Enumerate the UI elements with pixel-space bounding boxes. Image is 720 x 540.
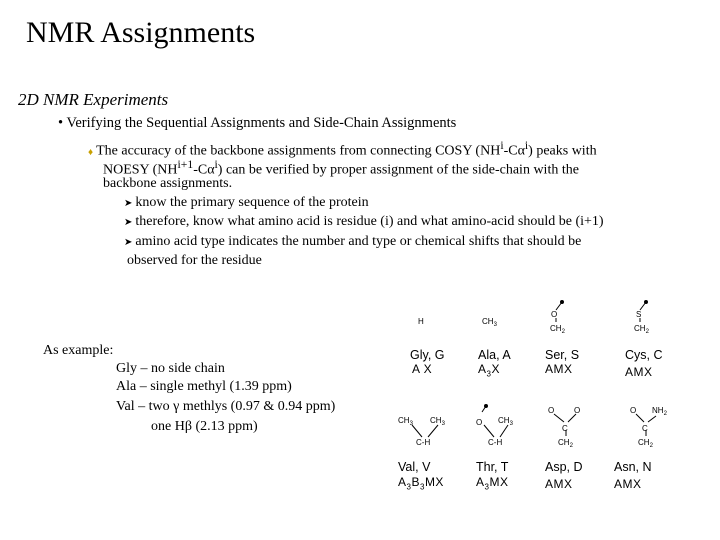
example-ala: Ala – single methyl (1.39 ppm) [116,379,292,394]
asp-carbon: C [562,424,568,433]
ser-oxygen: O [551,310,558,319]
arrow-item-1: ➤ know the primary sequence of the protein [124,195,369,210]
aa-name-asn: Asn, N [614,460,652,474]
thr-ch: C-H [488,438,503,447]
arrow-item-3: ➤ amino acid type indicates the number and type or chemical shifts that should be [124,234,582,249]
asn-carbon: C [642,424,648,433]
arrow-item-2: ➤ therefore, know what amino acid is residue (i) and what amino-acid should be (i+1) [124,214,604,229]
sub-bullet-line3: backbone assignments. [103,176,233,191]
ala-side-chain: $CH_3$ [482,317,497,328]
asp-oxygen-2: O [574,406,581,415]
example-gly: Gly – no side chain [116,361,225,376]
val-ch: C-H [416,438,431,447]
aa-spin-cys: AMX [625,365,653,379]
aa-spin-thr: $A_3MX$ [476,475,509,492]
example-hb: one Hβ (2.13 ppm) [151,419,258,434]
ser-ch2: $CH_2$ [550,324,565,335]
arrow-bullet-icon: ➤ [124,237,133,248]
aa-spin-asp: AMX [545,477,573,491]
asn-nh2: $NH_2$ [652,406,667,417]
arrow-bullet-icon: ➤ [124,198,133,209]
sub-bullet-line2: NOESY $(NH^{i+1}-C\alpha^i)$ can be verified by proper assignment of the side-chain with the [103,158,579,178]
aa-name-ser: Ser, S [545,348,580,362]
diamond-bullet-icon: ♦ [88,146,94,158]
arrow-bullet-icon: ➤ [124,217,133,228]
aa-name-thr: Thr, T [476,460,509,474]
example-val: Val – two γ methlys (0.97 & 0.94 ppm) [116,399,336,414]
val-ch3-left: $CH_3$ [398,416,413,427]
asp-oxygen-1: O [548,406,555,415]
cys-ch2: $CH_2$ [634,324,649,335]
aa-name-asp: Asp, D [545,460,583,474]
page-title: NMR Assignments [26,16,256,49]
asn-ch2: $CH_2$ [638,438,653,449]
example-heading: As example: [43,343,114,358]
bullet-verifying [58,115,456,132]
arrow-item-3-cont: observed for the residue [127,253,262,268]
aa-name-gly: Gly, G [410,348,445,362]
aa-name-ala: Ala, A [478,348,511,362]
val-ch3-right: $CH_3$ [430,416,445,427]
subtitle: 2D NMR Experiments [18,90,169,109]
cys-sulfur: S [636,310,642,319]
thr-ch3: $CH_3$ [498,416,513,427]
aa-name-val: Val, V [398,460,431,474]
bullet-text: Verifying the Sequential Assignments and Side-Chain Assignments [66,115,457,131]
sub-bullet-accuracy: ♦ The accuracy of the backbone assignments from connecting COSY $(NH^i-C\alpha^i)$ peaks with [88,139,597,159]
gly-side-chain: H [418,317,424,326]
aa-name-cys: Cys, C [625,348,663,362]
aa-spin-ser: AMX [545,362,573,376]
asn-oxygen: O [630,406,637,415]
bullet-dot: • [58,115,64,131]
aa-spin-asn: AMX [614,477,642,491]
aa-spin-val: $A_3B_3MX$ [398,475,444,492]
asp-ch2: $CH_2$ [558,438,573,449]
thr-oxygen: O [476,418,483,427]
aa-spin-ala: $A_3X$ [478,362,500,379]
aa-spin-gly: A X [412,362,433,376]
